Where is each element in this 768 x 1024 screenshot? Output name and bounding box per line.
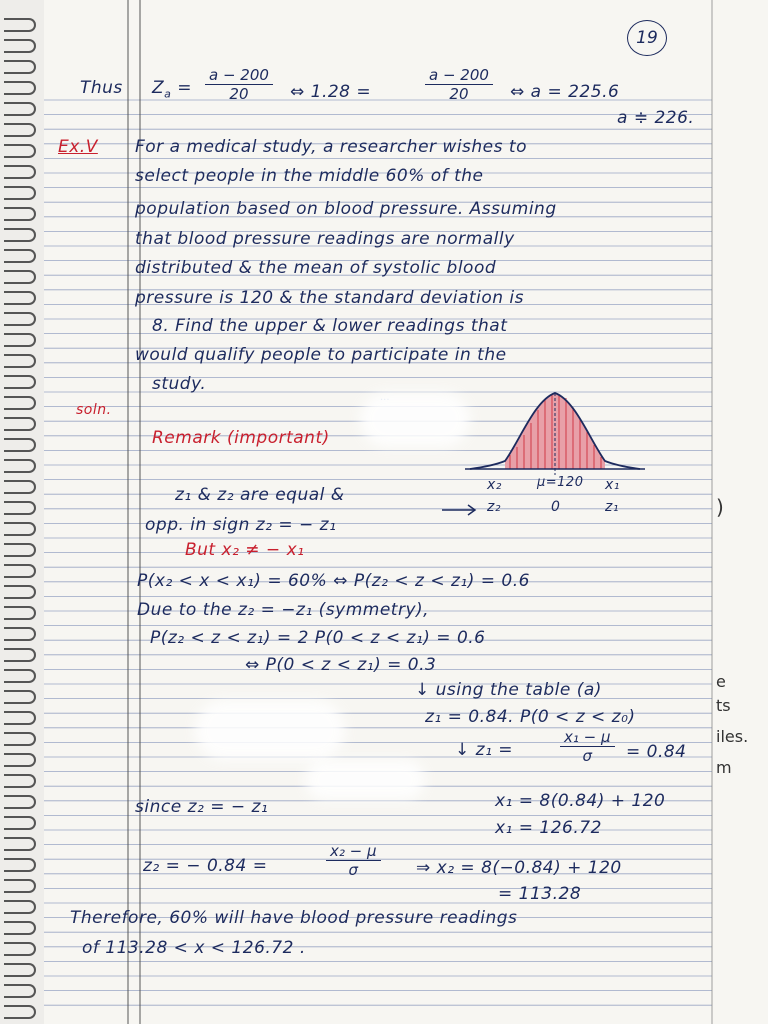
- since-line: since z₂ = − z₁: [135, 797, 269, 817]
- remark-line-2: opp. in sign z₂ = − z₁: [145, 515, 337, 535]
- page-number: 19: [627, 20, 667, 56]
- spiral-ring: [4, 354, 36, 368]
- therefore-line-1: Therefore, 60% will have blood pressure readings: [70, 908, 518, 928]
- spiral-ring: [4, 564, 36, 578]
- spiral-ring: [4, 165, 36, 179]
- spiral-ring: [4, 123, 36, 137]
- spiral-ring: [4, 858, 36, 872]
- problem-line-5: distributed & the mean of systolic blood: [135, 258, 497, 278]
- problem-line-3: population based on blood pressure. Assuming: [135, 199, 557, 219]
- spiral-ring: [4, 60, 36, 74]
- spiral-ring: [4, 627, 36, 641]
- solution-line-9: x₁ = 126.72: [495, 818, 602, 838]
- spiral-ring: [4, 963, 36, 977]
- faded-stamp-area-1: [360, 392, 470, 447]
- spiral-ring: [4, 39, 36, 53]
- solution-line-1: P(x₂ < x < x₁) = 60% ⇔ P(z₂ < z < z₁) = 0.6: [137, 571, 530, 591]
- text-za: $Z_a$ =: [152, 78, 193, 101]
- problem-line-6: pressure is 120 & the standard deviation is: [135, 288, 524, 308]
- fraction-2: [425, 66, 493, 103]
- spiral-ring: [4, 186, 36, 200]
- margin-fragment-3: iles.: [716, 727, 749, 746]
- margin-fragment-5: ): [716, 495, 724, 519]
- fraction-z2-numerator: x₂ − μ: [326, 842, 381, 861]
- spiral-ring: [4, 18, 36, 32]
- text-iff1: ⇔ 1.28 =: [290, 82, 372, 102]
- solution-line-8: x₁ = 8(0.84) + 120: [495, 791, 666, 811]
- spiral-ring: [4, 480, 36, 494]
- normal-curve-graph: [465, 385, 645, 520]
- fraction-1-denominator: 20: [229, 85, 249, 103]
- spiral-ring: [4, 669, 36, 683]
- problem-line-4: that blood pressure readings are normally: [135, 229, 515, 249]
- spiral-ring: [4, 732, 36, 746]
- spiral-ring: [4, 837, 36, 851]
- spiral-ring: [4, 459, 36, 473]
- spiral-ring: [4, 102, 36, 116]
- arrow-to-graph: [440, 500, 480, 520]
- spiral-ring: [4, 375, 36, 389]
- spiral-ring: [4, 942, 36, 956]
- margin-fragment-2: ts: [716, 696, 731, 715]
- spiral-ring: [4, 396, 36, 410]
- fraction-1-numerator: a − 200: [205, 66, 273, 85]
- spiral-ring: [4, 333, 36, 347]
- faded-stamp-area-3: [305, 760, 425, 800]
- margin-fragment-4: m: [716, 758, 732, 777]
- spiral-ring: [4, 207, 36, 221]
- remark-heading: Remark (important): [152, 428, 330, 448]
- solution-line-4: ⇔ P(0 < z < z₁) = 0.3: [245, 655, 437, 675]
- fraction-z1-numerator: x₁ − μ: [560, 728, 615, 747]
- spiral-ring: [4, 291, 36, 305]
- label-mu: μ=120: [537, 475, 584, 490]
- label-z2: z₂: [487, 499, 501, 515]
- text-thus: Thus: [80, 78, 123, 98]
- solution-line-3: P(z₂ < z < z₁) = 2 P(0 < z < z₁) = 0.6: [150, 628, 486, 648]
- spiral-ring: [4, 921, 36, 935]
- text-iff2: ⇔ a = 225.6: [510, 82, 620, 102]
- text-a-approx: a ≑ 226.: [617, 108, 695, 128]
- spiral-ring: [4, 585, 36, 599]
- problem-line-2: select people in the middle 60% of the: [135, 166, 484, 186]
- z2-line-rhs: ⇒ x₂ = 8(−0.84) + 120: [416, 858, 622, 878]
- spiral-ring: [4, 879, 36, 893]
- spiral-ring: [4, 1005, 36, 1019]
- label-zero: 0: [551, 499, 561, 515]
- problem-line-7: 8. Find the upper & lower readings that: [152, 316, 508, 336]
- spiral-ring: [4, 228, 36, 242]
- solution-line-2: Due to the z₂ = −z₁ (symmetry),: [137, 600, 430, 620]
- problem-line-8: would qualify people to participate in the: [135, 345, 507, 365]
- spiral-ring: [4, 753, 36, 767]
- fraction-2-numerator: a − 200: [425, 66, 493, 85]
- fraction-2-denominator: 20: [449, 85, 469, 103]
- fraction-z2: [326, 842, 381, 879]
- label-x1: x₁: [605, 477, 620, 493]
- spiral-ring: [4, 144, 36, 158]
- spiral-ring: [4, 501, 36, 515]
- solution-line-5: ↓ using the table (a): [415, 680, 602, 700]
- spiral-binding: [0, 0, 44, 1024]
- remark-line-1: z₁ & z₂ are equal &: [175, 485, 345, 505]
- faded-stamp-area-2: [195, 700, 345, 760]
- problem-line-1: For a medical study, a researcher wishes to: [135, 137, 527, 157]
- solution-line-7-rhs: = 0.84: [626, 742, 687, 762]
- fraction-1: [205, 66, 273, 103]
- spiral-ring: [4, 81, 36, 95]
- spiral-ring: [4, 984, 36, 998]
- label-z1: z₁: [605, 499, 619, 515]
- margin-fragment-1: e: [716, 672, 726, 691]
- spiral-ring: [4, 417, 36, 431]
- spiral-ring: [4, 690, 36, 704]
- remark-line-3: But x₂ ≠ − x₁: [185, 540, 305, 560]
- spiral-ring: [4, 795, 36, 809]
- spiral-ring: [4, 606, 36, 620]
- example-label: Ex.V: [58, 137, 98, 157]
- fraction-z1: [560, 728, 615, 765]
- spiral-ring: [4, 774, 36, 788]
- spiral-ring: [4, 522, 36, 536]
- solution-label: soln.: [76, 402, 112, 418]
- solution-line-7-lhs: ↓ z₁ =: [455, 740, 514, 760]
- label-x2: x₂: [487, 477, 502, 493]
- solution-line-6: z₁ = 0.84. P(0 < z < z₀): [425, 707, 636, 727]
- therefore-line-2: of 113.28 < x < 126.72 .: [82, 938, 306, 958]
- z2-line-lhs: z₂ = − 0.84 =: [143, 856, 268, 876]
- spiral-ring: [4, 249, 36, 263]
- spiral-ring: [4, 312, 36, 326]
- fraction-z2-denominator: σ: [348, 861, 359, 879]
- fraction-z1-denominator: σ: [582, 747, 593, 765]
- spiral-ring: [4, 270, 36, 284]
- problem-line-9: study.: [152, 374, 207, 394]
- z2-result: = 113.28: [498, 884, 582, 904]
- spiral-ring: [4, 711, 36, 725]
- spiral-ring: [4, 900, 36, 914]
- spiral-ring: [4, 816, 36, 830]
- spiral-ring: [4, 543, 36, 557]
- spiral-ring: [4, 648, 36, 662]
- spiral-ring: [4, 438, 36, 452]
